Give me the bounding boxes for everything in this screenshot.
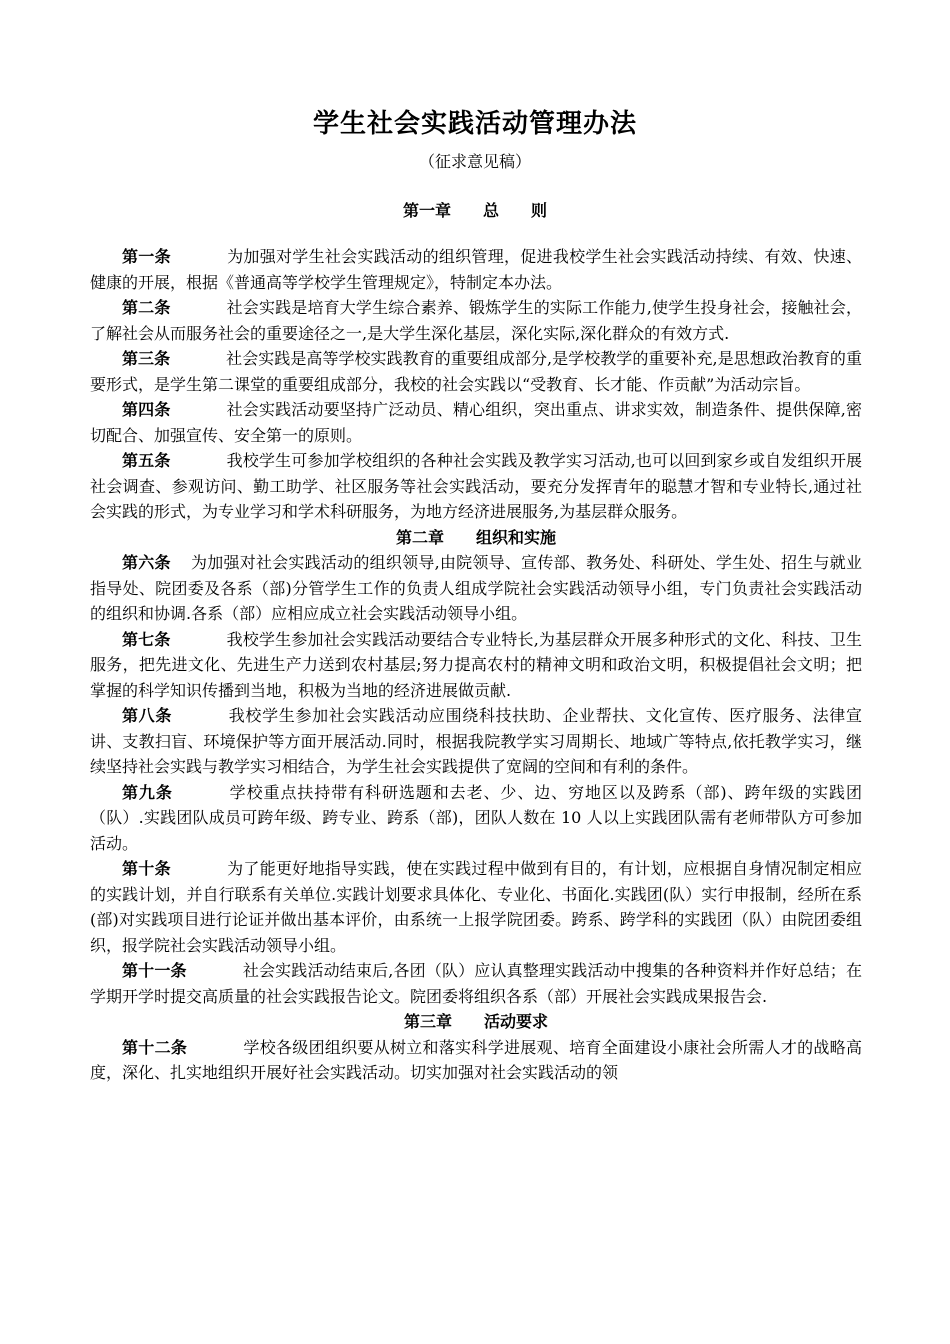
article-text: 社会实践是培育大学生综合素养、锻炼学生的实际工作能力,使学生投身社会，接触社会，了解社会从而服务社会的重要途径之一,是大学生深化基层，深化实际,深化群众的有效方式. bbox=[90, 298, 862, 343]
article-number: 第二条 bbox=[122, 298, 171, 317]
document-title: 学生社会实践活动管理办法 bbox=[312, 109, 637, 139]
article-text: 社会实践活动结束后,各团（队）应认真整理实践活动中搜集的各种资料并作好总结；在学期开学时提交高质量的社会实践报告论文。院团委将组织各系（部）开展社会实践成果报告会. bbox=[90, 961, 862, 1006]
article-number: 第十条 bbox=[122, 859, 171, 878]
article-5 bbox=[90, 448, 862, 525]
article-text: 社会实践活动要坚持广泛动员、精心组织，突出重点、讲求实效，制造条件、提供保障,密切配合、加强宣传、安全第一的原则。 bbox=[90, 400, 862, 445]
article-number: 第五条 bbox=[122, 451, 171, 470]
article-number: 第九条 bbox=[122, 782, 173, 802]
chapter-heading-1: 第一章 总 则 bbox=[402, 201, 547, 220]
article-number: 第十二条 bbox=[122, 1037, 188, 1057]
article-number: 第七条 bbox=[122, 629, 171, 649]
article-8 bbox=[90, 703, 862, 780]
article-text: 为加强对社会实践活动的组织领导,由院领导、宣传部、教务处、科研处、学生处、招生与就业指导处、院团委及各系（部)分管学生工作的负责人组成学院社会实践活动领导小组，专门负责社会实践活动的组织和协调.各系（部）应相应成立社会实践活动领导小组。 bbox=[90, 553, 862, 623]
article-number: 第八条 bbox=[122, 706, 173, 725]
article-10 bbox=[90, 856, 862, 958]
article-9 bbox=[90, 780, 862, 857]
article-1 bbox=[90, 244, 862, 295]
article-number: 第三条 bbox=[122, 349, 171, 368]
article-text: 社会实践是高等学校实践教育的重要组成部分,是学校教学的重要补充,是思想政治教育的重要形式，是学生第二课堂的重要组成部分，我校的社会实践以“受教育、长才能、作贡献”为活动宗旨。 bbox=[90, 349, 862, 394]
article-11 bbox=[90, 958, 862, 1009]
article-number: 第四条 bbox=[122, 400, 171, 419]
article-number: 第六条 bbox=[122, 553, 171, 572]
article-text: 我校学生可参加学校组织的各种社会实践及教学实习活动,也可以回到家乡或自发组织开展社会调查、参观访问、勤工助学、社区服务等社会实践活动，要充分发挥青年的聪慧才智和专业特长,通过社会实践的形式，为专业学习和学术科研服务，为地方经济进展服务,为基层群众服务。 bbox=[90, 451, 862, 521]
document-body bbox=[90, 244, 862, 1086]
article-text: 为了能更好地指导实践，使在实践过程中做到有目的，有计划，应根据自身情况制定相应的实践计划，并自行联系有关单位.实践计划要求具体化、专业化、书面化.实践团(队）实行申报制，经所在系(部)对实践项目进行论证并做出基本评价，由系统一上报学院团委。跨系、跨学科的实践团（队）由院团委组织，报学院社会实践活动领导小组。 bbox=[90, 859, 862, 955]
article-4 bbox=[90, 397, 862, 448]
article-12 bbox=[90, 1035, 862, 1086]
article-2 bbox=[90, 295, 862, 346]
article-6 bbox=[90, 550, 862, 627]
article-number: 第一条 bbox=[122, 247, 171, 266]
article-7 bbox=[90, 627, 862, 704]
article-text: 学校各级团组织要从树立和落实科学进展观、培育全面建设小康社会所需人才的战略高度，深化、扎实地组织开展好社会实践活动。切实加强对社会实践活动的领 bbox=[90, 1037, 862, 1082]
article-3 bbox=[90, 346, 862, 397]
chapter-heading-2: 第二章 组织和实施 bbox=[395, 527, 556, 547]
chapter-heading-3: 第三章 活动要求 bbox=[403, 1012, 548, 1031]
document-subtitle: （征求意见稿） bbox=[418, 152, 531, 171]
article-text: 为加强对学生社会实践活动的组织管理，促进我校学生社会实践活动持续、有效、快速、健康的开展，根据《普通高等学校学生管理规定》，特制定本办法。 bbox=[90, 247, 862, 292]
article-text: 学校重点扶持带有科研选题和去老、少、边、穷地区以及跨系（部)、跨年级的实践团（队）.实践团队成员可跨年级、跨专业、跨系（部)，团队人数在 10 人以上实践团队需有老师带队方可参加活动。 bbox=[90, 782, 862, 853]
article-text: 我校学生参加社会实践活动应围绕科技扶助、企业帮扶、文化宣传、医疗服务、法律宣讲、支教扫盲、环境保护等方面开展活动.同时，根据我院教学实习周期长、地域广等特点,依托教学实习，继续坚持社会实践与教学实习相结合，为学生社会实践提供了宽阔的空间和有利的条件。 bbox=[90, 706, 862, 776]
article-number: 第十一条 bbox=[122, 961, 187, 980]
article-text: 我校学生参加社会实践活动要结合专业特长,为基层群众开展多种形式的文化、科技、卫生服务，把先进文化、先进生产力送到农村基层;努力提高农村的精神文明和政治文明，积极提倡社会文明；把掌握的科学知识传播到当地，积极为当地的经济进展做贡献. bbox=[90, 629, 862, 700]
